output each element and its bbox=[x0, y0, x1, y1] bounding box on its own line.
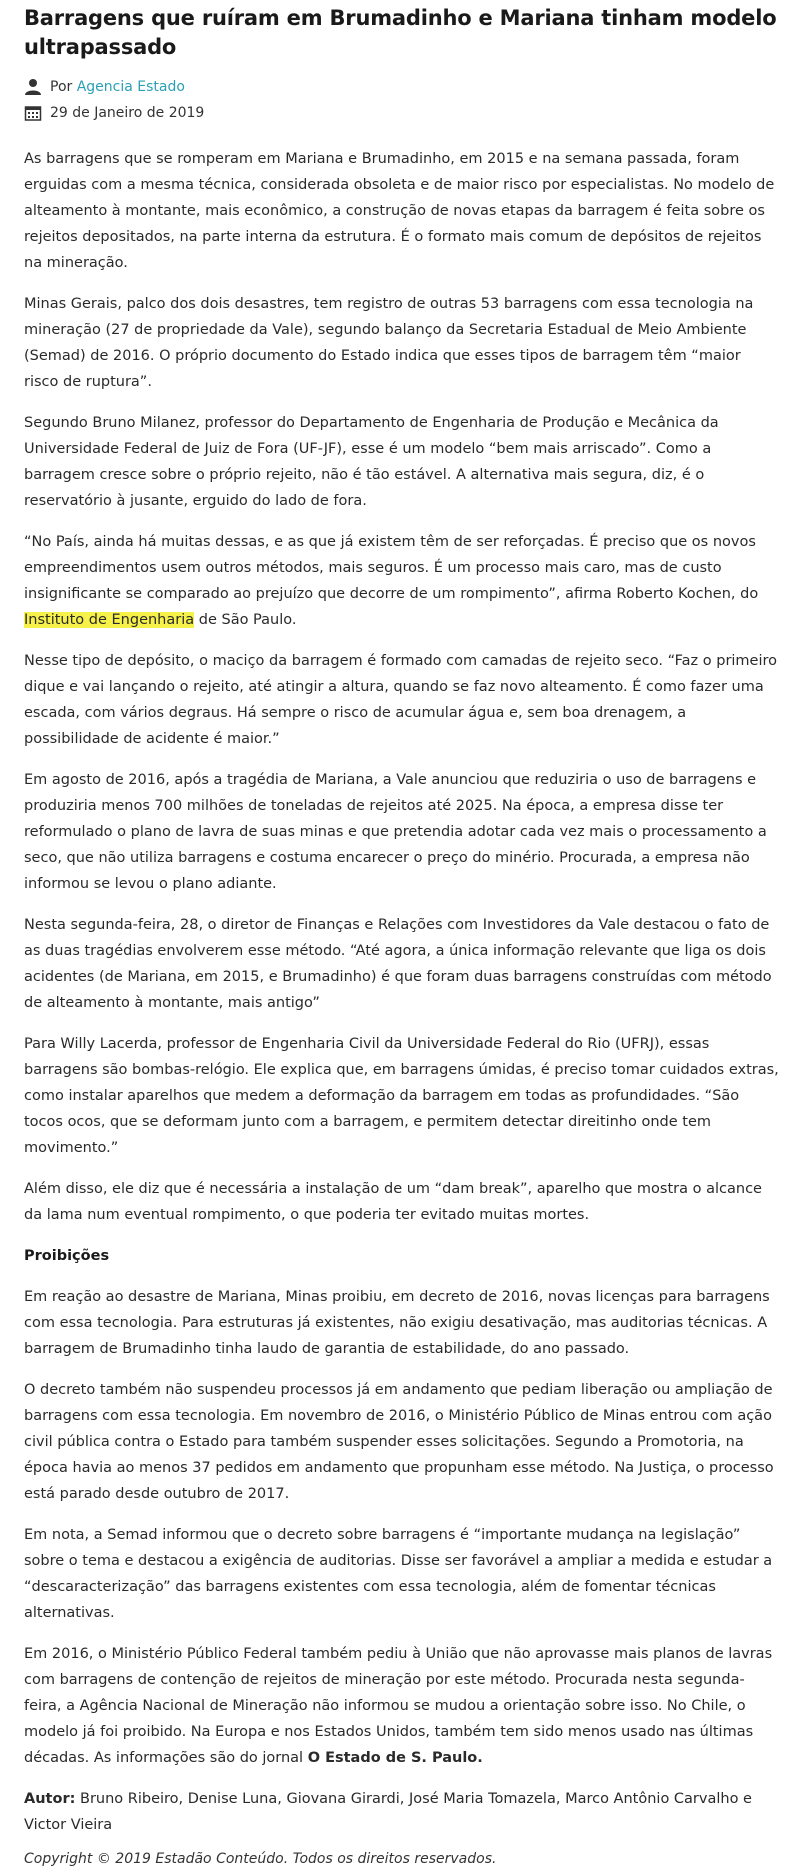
byline-prefix: Por bbox=[50, 79, 73, 95]
source-name: O Estado de S. Paulo. bbox=[307, 1750, 483, 1766]
section-heading: Proibições bbox=[24, 1248, 110, 1264]
paragraph bbox=[24, 529, 779, 633]
article-body bbox=[24, 146, 779, 1867]
paragraph-text: Em 2016, o Ministério Público Federal também pediu à União que não aprovasse mais planos de lavras com barragens de contenção de rejeitos de mineração por este método. Procurada nesta segunda-feira, a Agência Nacional de Mineração não informou se mudou a orientação sobre isso. No Chile, o modelo já foi proibido. Na Europa e nos Estados Unidos, também tem sido menos usado nas últimas décadas. As informações são do jornal bbox=[24, 1646, 773, 1766]
paragraph: O decreto também não suspendeu processos já em andamento que pediam liberação ou ampliação de barragens com essa tecnologia. Em novembro de 2016, o Ministério Público de Minas entrou com ação civil pública contra o Estado para também suspender esses solicitações. Segundo a Promotoria, na época havia ao menos 37 pedidos em andamento que propunham esse método. Na Justiça, o processo está parado desde outubro de 2017. bbox=[24, 1382, 774, 1502]
author-names: Bruno Ribeiro, Denise Luna, Giovana Girardi, José Maria Tomazela, Marco Antônio Carvalho e Victor Vieira bbox=[24, 1791, 752, 1833]
author-credits bbox=[24, 1786, 779, 1838]
copyright: Copyright © 2019 Estadão Conteúdo. Todos os direitos reservados. bbox=[24, 1851, 497, 1867]
paragraph: Segundo Bruno Milanez, professor do Departamento de Engenharia de Produção e Mecânica da Universidade Federal de Juiz de Fora (UF-JF), esse é um modelo “bem mais arriscado”. Como a barragem cresce sobre o próprio rejeito, não é tão estável. A alternativa mais segura, diz, é o reservatório à jusante, erguido do lado de fora. bbox=[24, 415, 719, 509]
paragraph: Além disso, ele diz que é necessária a instalação de um “dam break”, aparelho que mostra o alcance da lama num eventual rompimento, o que poderia ter evitado muitas mortes. bbox=[24, 1181, 762, 1223]
paragraph: Para Willy Lacerda, professor de Engenharia Civil da Universidade Federal do Rio (UFRJ), essas barragens são bombas-relógio. Ele explica que, em barragens úmidas, é preciso tomar cuidados extras, como instalar aparelhos que medem a deformação da barragem em todas as profundidades. “São tocos ocos, que se deformam junto com a barragem, e permitem detectar direitinho onde tem movimento.” bbox=[24, 1036, 779, 1156]
author-link[interactable]: Agencia Estado bbox=[76, 79, 185, 95]
article-title: Barragens que ruíram em Brumadinho e Mariana tinham modelo ultrapassado bbox=[24, 6, 777, 59]
paragraph: As barragens que se romperam em Mariana e Brumadinho, em 2015 e na semana passada, foram erguidas com a mesma técnica, considerada obsoleta e de maior risco por especialistas. No modelo de alteamento à montante, mais econômico, a construção de novas etapas da barragem é feita sobre os rejeitos depositados, na parte interna da estrutura. É o formato mais comum de depósitos de rejeitos na mineração. bbox=[24, 151, 775, 271]
author-label: Autor: bbox=[24, 1791, 76, 1807]
calendar-icon bbox=[24, 104, 42, 122]
paragraph-text: “No País, ainda há muitas dessas, e as que já existem têm de ser reforçadas. É preciso que os novos empreendimentos usem outros métodos, mais seguros. É um processo mais caro, mas de custo insignificante se comparado ao prejuízo que decorre de um rompimento”, afirma Roberto Kochen, do bbox=[24, 534, 759, 602]
paragraph: Em nota, a Semad informou que o decreto sobre barragens é “importante mudança na legislação” sobre o tema e destacou a exigência de auditorias. Disse ser favorável a ampliar a medida e estudar a “descaracterização” das barragens existentes com essa tecnologia, além de fomentar técnicas alternativas. bbox=[24, 1527, 773, 1621]
paragraph: Em reação ao desastre de Mariana, Minas proibiu, em decreto de 2016, novas licenças para barragens com essa tecnologia. Para estruturas já existentes, não exigiu desativação, mas auditorias técnicas. A barragem de Brumadinho tinha laudo de garantia de estabilidade, do ano passado. bbox=[24, 1289, 770, 1357]
paragraph: Nesta segunda-feira, 28, o diretor de Finanças e Relações com Investidores da Vale destacou o fato de as duas tragédias envolverem esse método. “Até agora, a única informação relevante que liga os dois acidentes (de Mariana, em 2015, e Brumadinho) é que foram duas barragens construídas com método de alteamento à montante, mais antigo” bbox=[24, 917, 772, 1011]
highlighted-link[interactable]: Instituto de Engenharia bbox=[24, 612, 195, 628]
paragraph-text: de São Paulo. bbox=[194, 612, 297, 628]
publish-date-row bbox=[24, 100, 779, 126]
user-icon bbox=[24, 78, 42, 96]
paragraph: Em agosto de 2016, após a tragédia de Mariana, a Vale anunciou que reduziria o uso de barragens e produziria menos 700 milhões de toneladas de rejeitos até 2025. Na época, a empresa disse ter reformulado o plano de lavra de suas minas e que pretendia adotar cada vez mais o processamento a seco, que não utiliza barragens e costuma encarecer o preço do minério. Procurada, a empresa não informou se levou o plano adiante. bbox=[24, 772, 767, 892]
byline bbox=[24, 74, 779, 100]
paragraph: Minas Gerais, palco dos dois desastres, tem registro de outras 53 barragens com essa tecnologia na mineração (27 de propriedade da Vale), segundo balanço da Secretaria Estadual de Meio Ambiente (Semad) de 2016. O próprio documento do Estado indica que esses tipos de barragem têm “maior risco de ruptura”. bbox=[24, 296, 754, 390]
publish-date: 29 de Janeiro de 2019 bbox=[50, 105, 205, 121]
paragraph bbox=[24, 1641, 779, 1771]
paragraph: Nesse tipo de depósito, o maciço da barragem é formado com camadas de rejeito seco. “Faz o primeiro dique e vai lançando o rejeito, até atingir a altura, quando se faz novo alteamento. É como fazer uma escada, com vários degraus. Há sempre o risco de acumular água e, sem boa drenagem, a possibilidade de acidente é maior.” bbox=[24, 653, 778, 747]
